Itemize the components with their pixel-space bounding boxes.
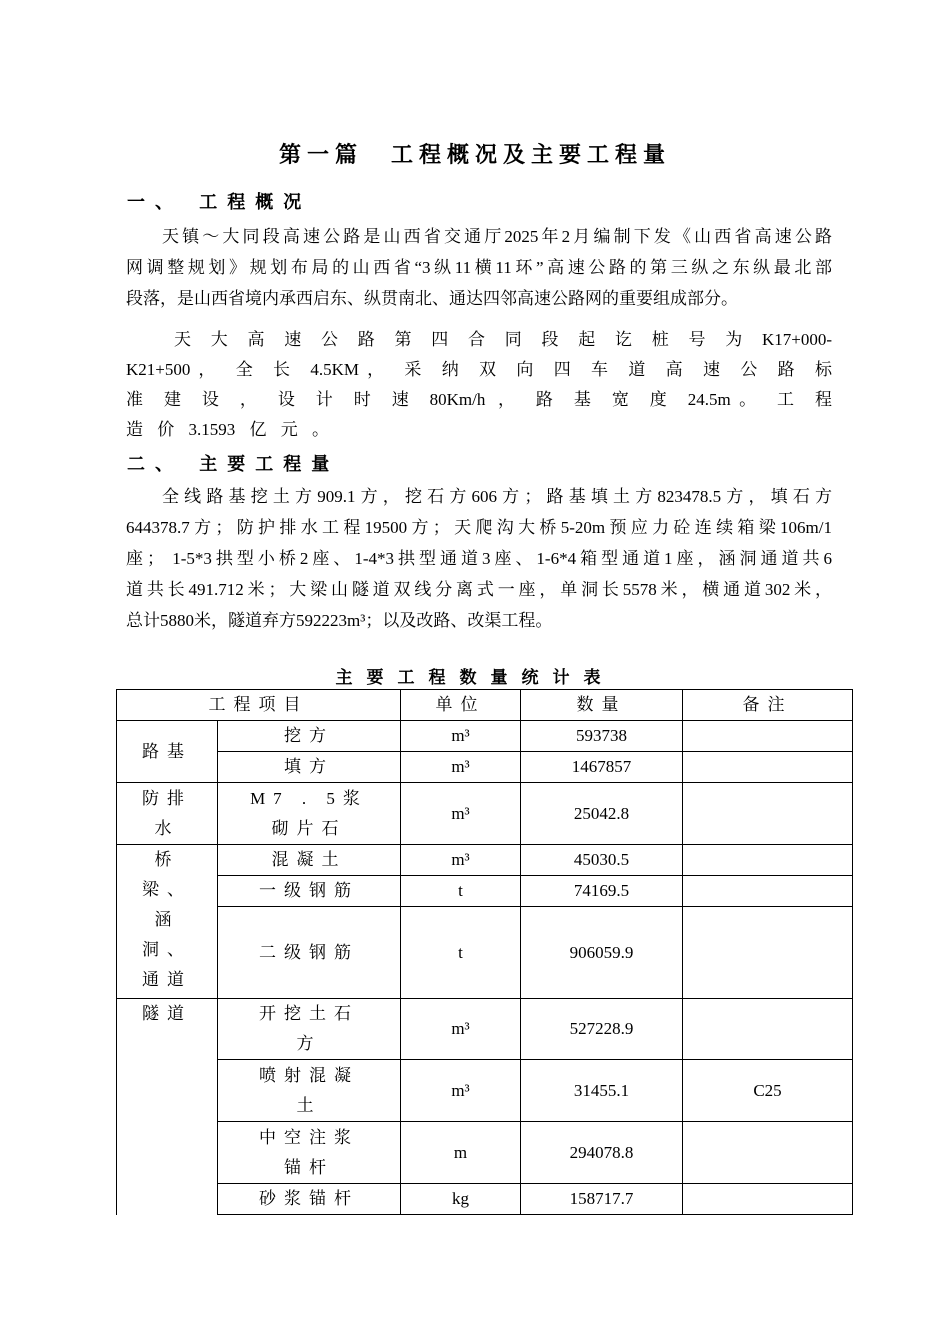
- part-name: 工程概况及主要工程量: [391, 143, 672, 168]
- text-line: 造 价 3.1593 亿 元 。: [126, 420, 329, 439]
- unit-cell: m³: [401, 783, 521, 845]
- table-header-row: [117, 690, 853, 721]
- qty-cell: 294078.8: [521, 1122, 683, 1184]
- qty-cell: 31455.1: [521, 1060, 683, 1122]
- note-cell: [683, 783, 853, 845]
- header-qty: 数量: [521, 690, 683, 721]
- item-cell: 喷射混凝 土: [218, 1060, 401, 1122]
- text-line: 全线路基挖土方909.1方，挖石方606方；路基填土方823478.5方，填石方: [162, 487, 832, 506]
- note-cell: [683, 721, 853, 752]
- unit-cell: kg: [401, 1184, 521, 1215]
- table-row: [117, 1184, 853, 1215]
- item-cell: 开挖土石 方: [218, 999, 401, 1060]
- table-row: [117, 1122, 853, 1184]
- note-cell: [683, 907, 853, 999]
- item-cell: 二级钢筋: [218, 907, 401, 999]
- qty-cell: 158717.7: [521, 1184, 683, 1215]
- note-cell: [683, 1184, 853, 1215]
- table-row: [117, 752, 853, 783]
- header-unit: 单位: [401, 690, 521, 721]
- item-cell: M7 . 5浆 砌片石: [218, 783, 401, 845]
- header-item: 工程项目: [117, 690, 401, 721]
- document-title: [0, 138, 950, 169]
- text-line: 网调整规划》规划布局的山西省“3纵11横11环”高速公路的第三纵之东纵最北部: [126, 258, 832, 277]
- unit-cell: m: [401, 1122, 521, 1184]
- qty-cell: 45030.5: [521, 845, 683, 876]
- text-line: 座； 1-5*3拱型小桥2座、1-4*3拱型通道3座、1-6*4箱型通道1座，涵洞通道共6: [126, 549, 832, 568]
- table-row: [117, 721, 853, 752]
- item-cell: 填方: [218, 752, 401, 783]
- unit-cell: m³: [401, 721, 521, 752]
- part-label: 第一篇: [278, 143, 363, 168]
- text-line: 段落，是山西省境内承西启东、纵贯南北、通达四邻高速公路网的重要组成部分。: [126, 289, 738, 308]
- qty-cell: 906059.9: [521, 907, 683, 999]
- note-cell: [683, 876, 853, 907]
- unit-cell: m³: [401, 845, 521, 876]
- group-cell: 隧道: [117, 999, 218, 1215]
- note-cell: [683, 752, 853, 783]
- unit-cell: m³: [401, 752, 521, 783]
- qty-cell: 74169.5: [521, 876, 683, 907]
- text-line: 644378.7方；防护排水工程19500方；天爬沟大桥5-20m预应力砼连续箱梁106m/1: [126, 518, 832, 537]
- text-line: 天 大 高 速 公 路 第 四 合 同 段 起 讫 桩 号 为 K17+000-: [174, 330, 832, 349]
- unit-cell: t: [401, 876, 521, 907]
- text-line: 准 建 设 ， 设 计 时 速 80Km/h ， 路 基 宽 度 24.5m。 工 程: [126, 390, 832, 409]
- section-heading: 二、 主要工程量: [127, 454, 340, 475]
- text-line: K21+500， 全 长 4.5KM， 采 纳 双 向 四 车 道 高 速 公 路 标: [126, 360, 832, 379]
- table-row: [117, 783, 853, 845]
- item-cell: 一级钢筋: [218, 876, 401, 907]
- overview-paragraph-1: [126, 221, 832, 314]
- table-title: 主要工程数量统计表: [335, 668, 615, 688]
- group-cell: 桥 梁、 涵 洞、 通道: [117, 845, 218, 999]
- item-cell: 砂浆锚杆: [218, 1184, 401, 1215]
- table-row: [117, 907, 853, 999]
- item-cell: 中空注浆 锚杆: [218, 1122, 401, 1184]
- header-note: 备注: [683, 690, 853, 721]
- unit-cell: m³: [401, 1060, 521, 1122]
- qty-cell: 593738: [521, 721, 683, 752]
- group-cell: 路基: [117, 721, 218, 783]
- table-row: [117, 845, 853, 876]
- qty-cell: 25042.8: [521, 783, 683, 845]
- qty-cell: 527228.9: [521, 999, 683, 1060]
- qty-cell: 1467857: [521, 752, 683, 783]
- table-row: [117, 999, 853, 1060]
- note-cell: [683, 845, 853, 876]
- table-row: [117, 876, 853, 907]
- quantities-paragraph: [126, 481, 832, 636]
- text-line: 总计5880米，隧道弃方592223m³；以及改路、改渠工程。: [126, 611, 553, 630]
- group-cell: 防排 水: [117, 783, 218, 845]
- item-cell: 挖方: [218, 721, 401, 752]
- unit-cell: m³: [401, 999, 521, 1060]
- text-line: 天镇～大同段高速公路是山西省交通厅2025年2月编制下发《山西省高速公路: [162, 227, 832, 246]
- item-cell: 混凝土: [218, 845, 401, 876]
- overview-paragraph-2: [126, 324, 832, 444]
- note-cell: [683, 999, 853, 1060]
- quantities-table: [116, 689, 853, 1215]
- note-cell: C25: [683, 1060, 853, 1122]
- unit-cell: t: [401, 907, 521, 999]
- note-cell: [683, 1122, 853, 1184]
- section-heading: 一、 工程概况: [127, 192, 312, 213]
- text-line: 道共长491.712米；大梁山隧道双线分离式一座，单洞长5578米，横通道302米，: [126, 580, 832, 599]
- table-row: [117, 1060, 853, 1122]
